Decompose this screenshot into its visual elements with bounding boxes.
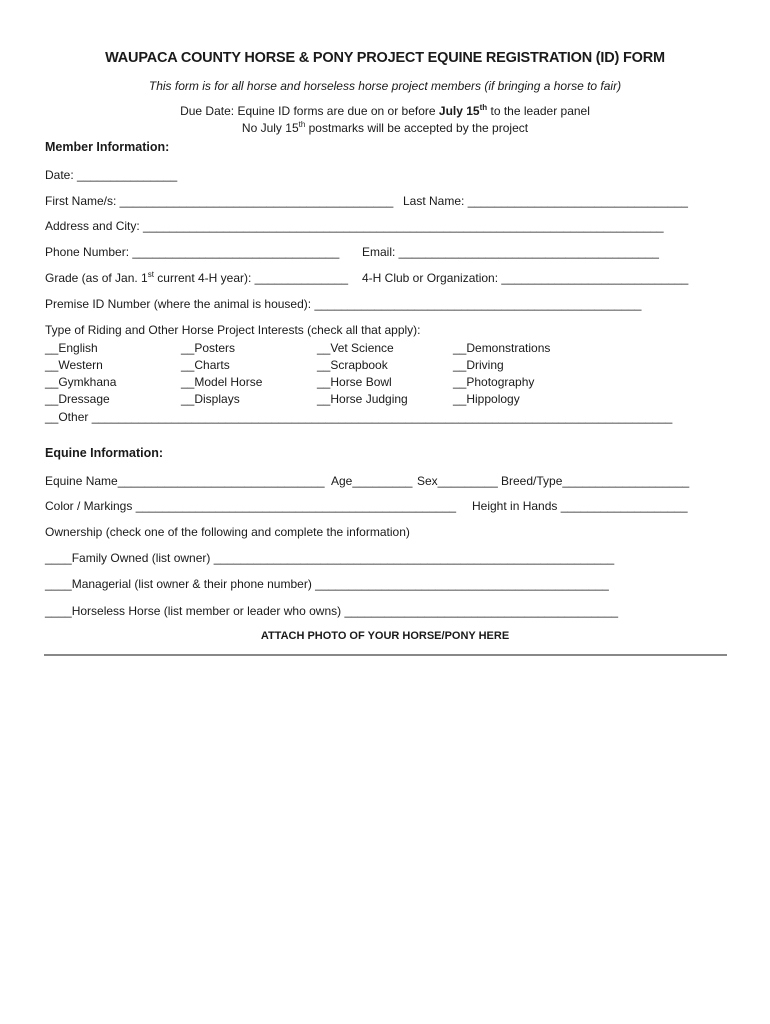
due-date-bold: July 15 <box>438 104 480 118</box>
ownership-heading: Ownership (check one of the following and complete the information) <box>45 525 410 539</box>
grade-suffix: current 4-H year): ______________ <box>153 271 349 285</box>
interest-hippology[interactable]: __Hippology <box>453 392 520 406</box>
family-owned-field[interactable]: ____Family Owned (list owner) ____________________________________________________________ <box>45 551 615 565</box>
club-field[interactable]: 4-H Club or Organization: ____________________________ <box>362 271 689 285</box>
due-date-suffix: to the leader panel <box>487 104 590 118</box>
phone-field[interactable]: Phone Number: _______________________________ <box>45 245 340 259</box>
email-field[interactable]: Email: _______________________________________ <box>362 245 659 259</box>
due-date-sup: th <box>479 103 488 112</box>
interests-heading: Type of Riding and Other Horse Project Interests (check all that apply): <box>45 323 421 337</box>
postmark-suffix: postmarks will be accepted by the project <box>305 121 529 135</box>
interest-posters[interactable]: __Posters <box>181 341 236 355</box>
color-markings-field[interactable]: Color / Markings ________________________________________________ <box>45 499 457 513</box>
address-field[interactable]: Address and City: ______________________________________________________________________________ <box>45 219 664 233</box>
interest-english[interactable]: __English <box>45 341 98 355</box>
interest-western[interactable]: __Western <box>45 358 103 372</box>
attach-photo-label: ATTACH PHOTO OF YOUR HORSE/PONY HERE <box>260 630 510 642</box>
equine-name-field[interactable]: Equine Name_______________________________ <box>45 474 325 488</box>
date-field[interactable]: Date: _______________ <box>45 168 178 182</box>
first-name-field[interactable]: First Name/s: _________________________________________ <box>45 194 394 208</box>
interest-horse-judging[interactable]: __Horse Judging <box>317 392 408 406</box>
interest-model-horse[interactable]: __Model Horse <box>181 375 263 389</box>
grade-sup: st <box>147 270 154 279</box>
premise-id-field[interactable]: Premise ID Number (where the animal is housed): _________________________________________________ <box>45 297 642 311</box>
due-date-prefix: Due Date: Equine ID forms are due on or before <box>180 104 439 118</box>
last-name-field[interactable]: Last Name: _________________________________ <box>403 194 688 208</box>
postmark-prefix: No July 15 <box>241 121 299 135</box>
interest-vet-science[interactable]: __Vet Science <box>317 341 394 355</box>
form-subtitle: This form is for all horse and horseless horse project members (if bringing a horse to fair) <box>148 79 622 93</box>
interest-other-field[interactable]: __Other _______________________________________________________________________________________ <box>45 410 673 424</box>
form-title: WAUPACA COUNTY HORSE & PONY PROJECT EQUINE REGISTRATION (ID) FORM <box>105 50 665 66</box>
interest-photography[interactable]: __Photography <box>453 375 535 389</box>
interest-displays[interactable]: __Displays <box>181 392 240 406</box>
interest-gymkhana[interactable]: __Gymkhana <box>45 375 117 389</box>
height-field[interactable]: Height in Hands ___________________ <box>472 499 688 513</box>
divider <box>44 654 727 656</box>
breed-field[interactable]: Breed/Type___________________ <box>501 474 690 488</box>
equine-info-heading: Equine Information: <box>45 446 164 460</box>
interest-dressage[interactable]: __Dressage <box>45 392 110 406</box>
interest-charts[interactable]: __Charts <box>181 358 230 372</box>
interest-demonstrations[interactable]: __Demonstrations <box>453 341 551 355</box>
age-field[interactable]: Age_________ <box>331 474 413 488</box>
postmark-sup: th <box>298 120 306 129</box>
due-date-note <box>0 104 770 118</box>
grade-field[interactable] <box>45 271 348 285</box>
managerial-field[interactable]: ____Managerial (list owner & their phone number) ____________________________________________ <box>45 577 609 591</box>
member-info-heading: Member Information: <box>45 140 170 154</box>
interest-scrapbook[interactable]: __Scrapbook <box>317 358 388 372</box>
grade-prefix: Grade (as of Jan. 1 <box>45 271 148 285</box>
interest-horse-bowl[interactable]: __Horse Bowl <box>317 375 392 389</box>
postmark-note <box>0 121 770 135</box>
sex-field[interactable]: Sex_________ <box>417 474 498 488</box>
horseless-horse-field[interactable]: ____Horseless Horse (list member or leader who owns) _________________________________________ <box>45 604 619 618</box>
interest-driving[interactable]: __Driving <box>453 358 504 372</box>
